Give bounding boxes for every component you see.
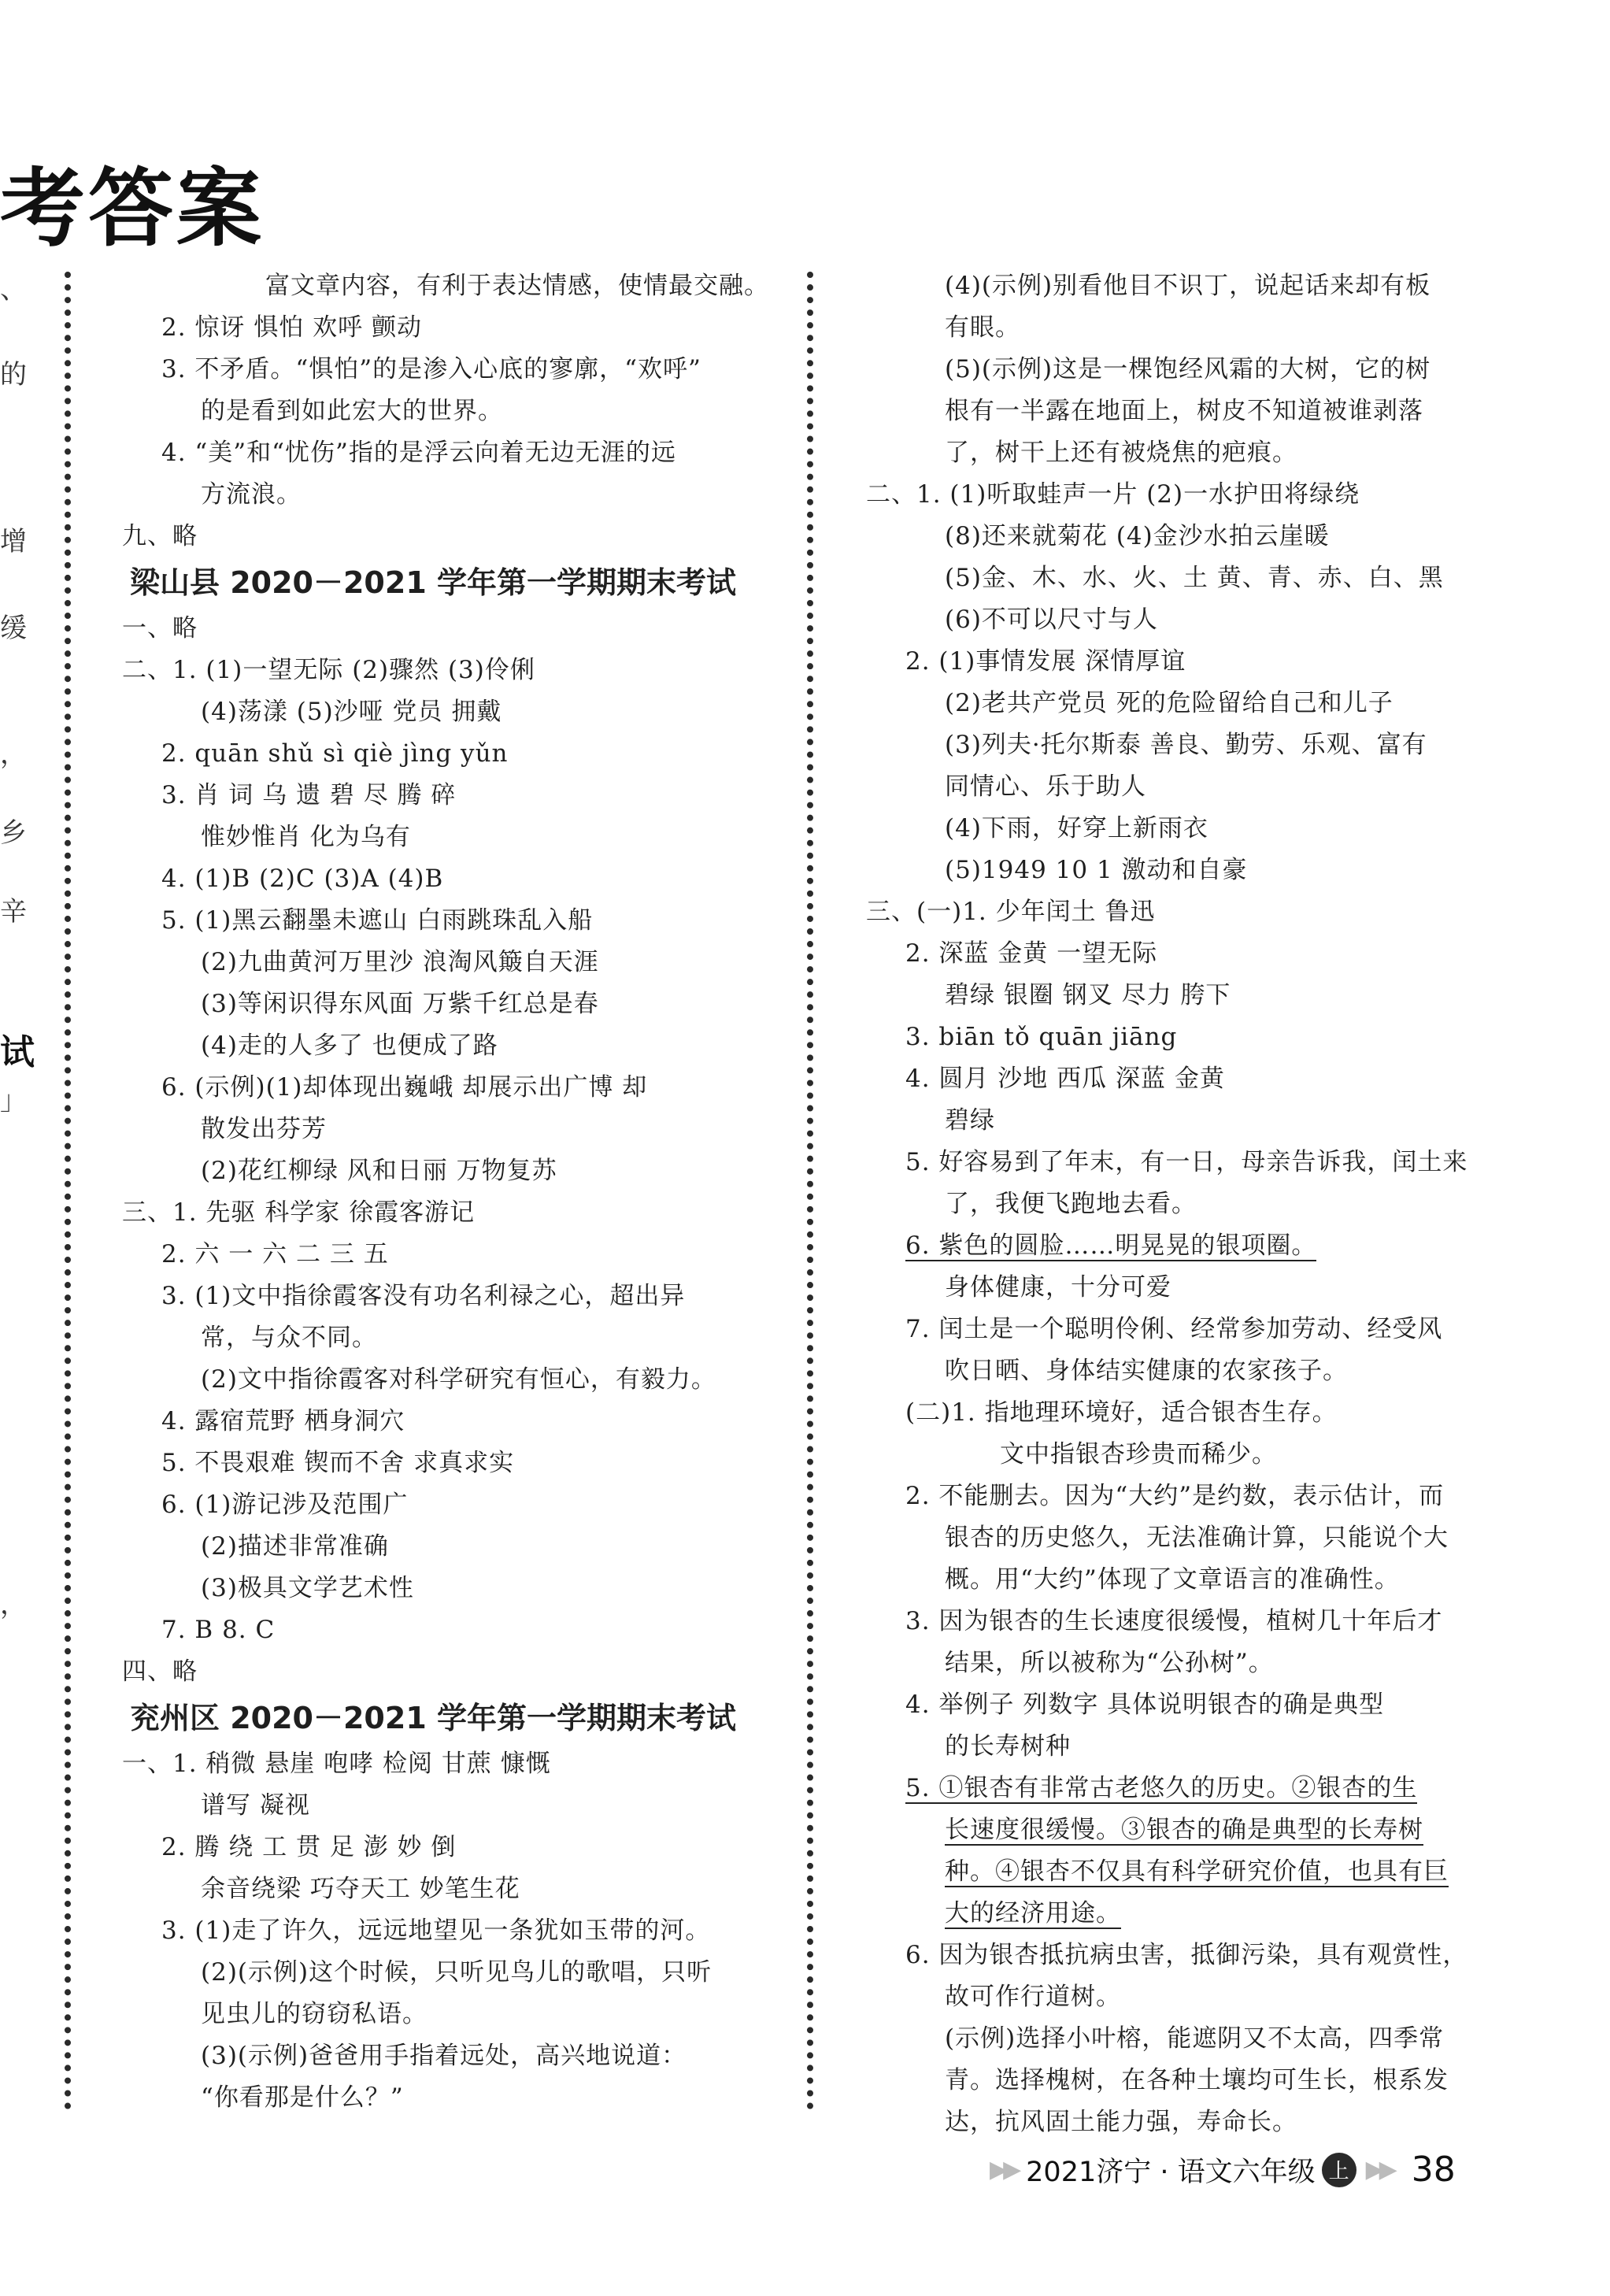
answer-line (122, 1910, 791, 1952)
edge-fragment: 乡 (0, 817, 27, 849)
page-number: 38 (1411, 2150, 1456, 2190)
answer-text: (2)花红柳绿 风和日丽 万物复苏 (201, 1157, 557, 1185)
answer-text: (3)(示例)爸爸用手指着远处，高兴地说道： (201, 2042, 687, 2070)
answer-text: 6. (1)游记涉及范围广 (161, 1491, 409, 1519)
answer-line (866, 599, 1590, 641)
answer-text: 银杏的历史悠久，无法准确计算，只能说个大 (945, 1524, 1449, 1552)
answer-text: 惟妙惟肖 化为乌有 (201, 823, 411, 851)
answer-line (122, 2077, 791, 2119)
answer-line (122, 1568, 791, 1609)
answer-text: 7. 闰土是一个聪明伶俐、经常参加劳动、经受风 (905, 1315, 1443, 1343)
footer-label: 2021济宁 · 语文六年级 (1026, 2156, 1316, 2188)
answer-text: 2. 腾 绕 工 贯 足 澎 妙 倒 (161, 1833, 457, 1861)
answer-line (122, 1785, 791, 1827)
answer-text: 2. (1)事情发展 深情厚谊 (905, 647, 1186, 676)
answer-line (122, 1868, 791, 1910)
answer-text: 富文章内容，有利于表达情感，使情最交融。 (265, 272, 769, 300)
answer-text: 6. 紫色的圆脸……明晃晃的银项圈。 (905, 1231, 1317, 1260)
answer-text: 的是看到如此宏大的世界。 (201, 397, 503, 425)
answer-line (122, 691, 791, 733)
answer-line (866, 933, 1590, 975)
answer-text: 碧绿 (945, 1106, 995, 1135)
answer-text: 3. 因为银杏的生长速度很缓慢，植树几十年后才 (905, 1607, 1443, 1635)
answer-line (122, 1484, 791, 1526)
answer-line (866, 975, 1590, 1017)
answer-text: 见虫儿的窃窃私语。 (201, 2000, 427, 2028)
answer-line (866, 683, 1590, 724)
edge-fragment: ， (0, 1589, 27, 1620)
answer-line (866, 1559, 1590, 1601)
answer-text: (4)下雨，好穿上新雨衣 (945, 814, 1208, 842)
answer-line (122, 1276, 791, 1317)
answer-text: 吹日晒、身体结实健康的农家孩子。 (945, 1357, 1348, 1385)
answer-text: 4. 圆月 沙地 西瓜 深蓝 金黄 (905, 1065, 1225, 1093)
answer-line (866, 516, 1590, 557)
answer-text: 2. 不能删去。因为“大约”是约数，表示估计，而 (905, 1482, 1445, 1510)
answer-line (866, 1142, 1590, 1183)
answer-line (866, 1976, 1590, 2018)
answer-text: (5)金、木、水、火、土 黄、青、赤、白、黑 (945, 564, 1444, 592)
answer-text: 4. “美”和“忧伤”指的是浮云向着无边无涯的远 (161, 439, 676, 467)
answer-line (866, 808, 1590, 850)
answer-text: (二)1. 指地理环境好，适合银杏生存。 (905, 1398, 1338, 1427)
answer-text: (5)1949 10 1 激动和自豪 (945, 856, 1248, 884)
answer-text: (2)九曲黄河万里沙 浪淘风簸自天涯 (201, 948, 599, 976)
footer-arrow-right-icon: ▶▶ (1365, 2156, 1393, 2183)
answer-line (866, 1309, 1590, 1350)
answer-text: 5. (1)黑云翻墨未遮山 白雨跳珠乱入船 (161, 906, 594, 935)
edge-fragment: 增 (0, 526, 27, 557)
answer-text: (3)等闲识得东风面 万紫千红总是春 (201, 990, 599, 1018)
answer-text: 概。用“大约”体现了文章语言的准确性。 (945, 1565, 1400, 1594)
answer-line (866, 1601, 1590, 1642)
answer-text: 谱写 凝视 (201, 1791, 310, 1820)
answer-text: (2)文中指徐霞客对科学研究有恒心，有毅力。 (201, 1365, 716, 1394)
answer-line (866, 1476, 1590, 1517)
answer-text: 二、1. (1)听取蛙声一片 (2)一水护田将绿绕 (866, 480, 1360, 509)
answer-text: 2. 六 一 六 二 三 五 (161, 1240, 389, 1268)
answer-text: 一、1. 稍微 悬崖 咆哮 检阅 甘蔗 慷慨 (122, 1750, 551, 1778)
answer-text: 散发出芬芳 (201, 1115, 327, 1143)
answer-text: 大的经济用途。 (945, 1899, 1121, 1928)
answer-line (122, 983, 791, 1025)
page-footer (980, 2150, 1456, 2190)
answer-text: 根有一半露在地面上，树皮不知道被谁剥落 (945, 397, 1423, 425)
answer-text: 身体健康，十分可爱 (945, 1273, 1171, 1302)
answer-text: 长速度很缓慢。③银杏的确是典型的长寿树 (945, 1816, 1423, 1844)
edge-fragment: ， (0, 739, 27, 770)
edge-fragment: 辛 (0, 896, 27, 928)
answer-line (866, 1350, 1590, 1392)
answer-text: 三、1. 先驱 科学家 徐霞客游记 (122, 1198, 476, 1227)
footer-volume-badge: 上 (1322, 2153, 1356, 2187)
answer-text: 余音绕梁 巧夺天工 妙笔生花 (201, 1875, 520, 1903)
answer-line (866, 1768, 1590, 1809)
answer-line (122, 432, 791, 474)
answer-line (866, 265, 1590, 307)
answer-text: (2)(示例)这个时候，只听见鸟儿的歌唱，只听 (201, 1958, 712, 1987)
edge-fragment: 」 (0, 1085, 27, 1117)
answer-line (866, 1726, 1590, 1768)
answer-text: (8)还来就菊花 (4)金沙水拍云崖暖 (945, 522, 1330, 550)
answer-line (122, 858, 791, 900)
answer-line (866, 766, 1590, 808)
answer-text: 了，我便飞跑地去看。 (945, 1190, 1197, 1218)
footer-arrow-left-icon: ▶▶ (990, 2156, 1017, 2183)
answer-line (122, 1025, 791, 1067)
answer-line (122, 1109, 791, 1150)
answer-line (122, 1827, 791, 1868)
answer-text: 2. 深蓝 金黄 一望无际 (905, 939, 1158, 968)
answer-text: (4)荡漾 (5)沙哑 党员 拥戴 (201, 698, 502, 726)
answer-text: 方流浪。 (201, 480, 302, 509)
answer-line (122, 775, 791, 817)
answer-line (122, 391, 791, 432)
answer-line (122, 1192, 791, 1234)
section-heading (122, 1693, 791, 1743)
answer-line (122, 1651, 791, 1693)
answer-line (122, 1526, 791, 1568)
answer-line (866, 1517, 1590, 1559)
edge-fragment: 试 (0, 1032, 35, 1072)
answer-line (122, 942, 791, 983)
answer-text: 6. (示例)(1)却体现出巍峨 却展示出广博 却 (161, 1073, 648, 1102)
answer-text: 6. 因为银杏抵抗病虫害，抵御污染，具有观赏性， (905, 1941, 1468, 1969)
answer-line (122, 349, 791, 391)
answer-text: (4)走的人多了 也便成了路 (201, 1031, 498, 1060)
answer-line (122, 1994, 791, 2035)
answer-line (122, 1067, 791, 1109)
answer-line (866, 724, 1590, 766)
answer-line (866, 1392, 1590, 1434)
answer-line (866, 1267, 1590, 1309)
answer-line (866, 1893, 1590, 1935)
answer-text: 种。④银杏不仅具有科学研究价值，也具有巨 (945, 1857, 1449, 1886)
answer-line (866, 1684, 1590, 1726)
edge-fragment: 、 (0, 274, 27, 306)
answer-text: 一、略 (122, 614, 198, 643)
answer-text: 7. B 8. C (161, 1616, 276, 1644)
answer-text: 达，抗风固土能力强，寿命长。 (945, 2108, 1297, 2136)
answer-line (866, 307, 1590, 349)
answer-text: 4. 露宿荒野 栖身洞穴 (161, 1407, 405, 1435)
answer-text: 3. 肖 词 乌 遗 碧 尽 腾 碎 (161, 781, 457, 809)
answer-text: 同情心、乐于助人 (945, 772, 1146, 801)
answer-line (122, 474, 791, 516)
answer-text: 的长寿树种 (945, 1732, 1071, 1761)
answer-line (122, 650, 791, 691)
answer-line (122, 733, 791, 775)
edge-fragment: 缓 (0, 613, 27, 644)
center-divider (807, 272, 813, 2110)
answer-text: 九、略 (122, 522, 198, 550)
page-header-title: 考答案 (0, 160, 265, 258)
answer-line (866, 1100, 1590, 1142)
answer-text: 二、1. (1)一望无际 (2)骤然 (3)伶俐 (122, 656, 535, 684)
answer-line (122, 1442, 791, 1484)
answer-text: 5. 不畏艰难 锲而不舍 求真求实 (161, 1449, 515, 1477)
answer-line (122, 307, 791, 349)
answer-line (866, 557, 1590, 599)
answer-line (122, 608, 791, 650)
answer-text: 3. biān tǒ quān jiāng (905, 1023, 1178, 1051)
answer-line (122, 265, 791, 307)
answer-text: 3. 不矛盾。“惧怕”的是渗入心底的寥廓，“欢呼” (161, 355, 701, 383)
answer-line (866, 1809, 1590, 1851)
answer-line (866, 1851, 1590, 1893)
answer-text: 兖州区 2020－2021 学年第一学期期末考试 (130, 1701, 736, 1735)
answer-line (122, 900, 791, 942)
answer-text: 了，树干上还有被烧焦的疤痕。 (945, 439, 1297, 467)
answer-text: 故可作行道树。 (945, 1983, 1121, 2011)
answer-line (122, 1609, 791, 1651)
answer-line (866, 1935, 1590, 1976)
answer-line (122, 1952, 791, 1994)
answer-text: (3)极具文学艺术性 (201, 1574, 414, 1602)
answer-text: 四、略 (122, 1657, 198, 1686)
answer-text: 5. 好容易到了年末，有一日，母亲告诉我，闰土来 (905, 1148, 1468, 1176)
answer-text: 碧绿 银圈 钢叉 尽力 胯下 (945, 981, 1231, 1009)
answer-line (122, 1234, 791, 1276)
answer-line (866, 891, 1590, 933)
answer-text: (3)列夫·托尔斯泰 善良、勤劳、乐观、富有 (945, 731, 1427, 759)
answer-text: “你看那是什么？” (201, 2083, 404, 2112)
answer-text: 2. quān shǔ sì qiè jìng yǔn (161, 739, 509, 768)
answer-line (122, 1317, 791, 1359)
answer-line (866, 2060, 1590, 2102)
answer-text: (示例)选择小叶榕，能遮阴又不太高，四季常 (945, 2024, 1445, 2053)
answer-text: (2)描述非常准确 (201, 1532, 389, 1561)
answer-text: 文中指银杏珍贵而稀少。 (1000, 1440, 1277, 1468)
answer-line (866, 391, 1590, 432)
answer-line (866, 349, 1590, 391)
answer-text: 梁山县 2020－2021 学年第一学期期末考试 (130, 565, 736, 600)
answer-line (122, 1359, 791, 1401)
answer-line (866, 1434, 1590, 1476)
section-heading (122, 557, 791, 608)
answer-text: (6)不可以尺寸与人 (945, 605, 1158, 634)
answer-text: (5)(示例)这是一棵饱经风霜的大树，它的树 (945, 355, 1431, 383)
answer-line (866, 2102, 1590, 2143)
edge-fragment: 的 (0, 359, 27, 391)
answer-text: (2)老共产党员 死的危险留给自己和儿子 (945, 689, 1393, 717)
answer-text: 三、(一)1. 少年闰土 鲁迅 (866, 898, 1156, 926)
answer-text: (4)(示例)别看他目不识丁，说起话来却有板 (945, 272, 1431, 300)
answer-line (866, 1642, 1590, 1684)
answer-text: 结果，所以被称为“公孙树”。 (945, 1649, 1274, 1677)
answer-text: 3. (1)文中指徐霞客没有功名利禄之心，超出异 (161, 1282, 686, 1310)
right-column (866, 265, 1590, 2143)
answer-line (866, 1183, 1590, 1225)
answer-text: 5. ①银杏有非常古老悠久的历史。②银杏的生 (905, 1774, 1418, 1802)
answer-line (866, 850, 1590, 891)
answer-text: 有眼。 (945, 313, 1020, 342)
answer-line (866, 641, 1590, 683)
answer-line (866, 432, 1590, 474)
left-divider (65, 272, 71, 2110)
answer-line (866, 1058, 1590, 1100)
answer-text: 青。选择槐树，在各种土壤均可生长，根系发 (945, 2066, 1449, 2094)
answer-line (866, 474, 1590, 516)
answer-line (122, 1401, 791, 1442)
answer-text: 4. (1)B (2)C (3)A (4)B (161, 865, 444, 893)
answer-text: 常，与众不同。 (201, 1324, 377, 1352)
answer-line (122, 2035, 791, 2077)
answer-text: 3. (1)走了许久，远远地望见一条犹如玉带的河。 (161, 1916, 711, 1945)
answer-text: 2. 惊讶 惧怕 欢呼 颤动 (161, 313, 422, 342)
answer-text: 4. 举例子 列数字 具体说明银杏的确是典型 (905, 1691, 1385, 1719)
answer-line (866, 2018, 1590, 2060)
left-column (122, 265, 791, 2119)
answer-line (122, 516, 791, 557)
answer-line (866, 1017, 1590, 1058)
answer-line (866, 1225, 1590, 1267)
answer-line (122, 1150, 791, 1192)
answer-line (122, 1743, 791, 1785)
answer-line (122, 817, 791, 858)
